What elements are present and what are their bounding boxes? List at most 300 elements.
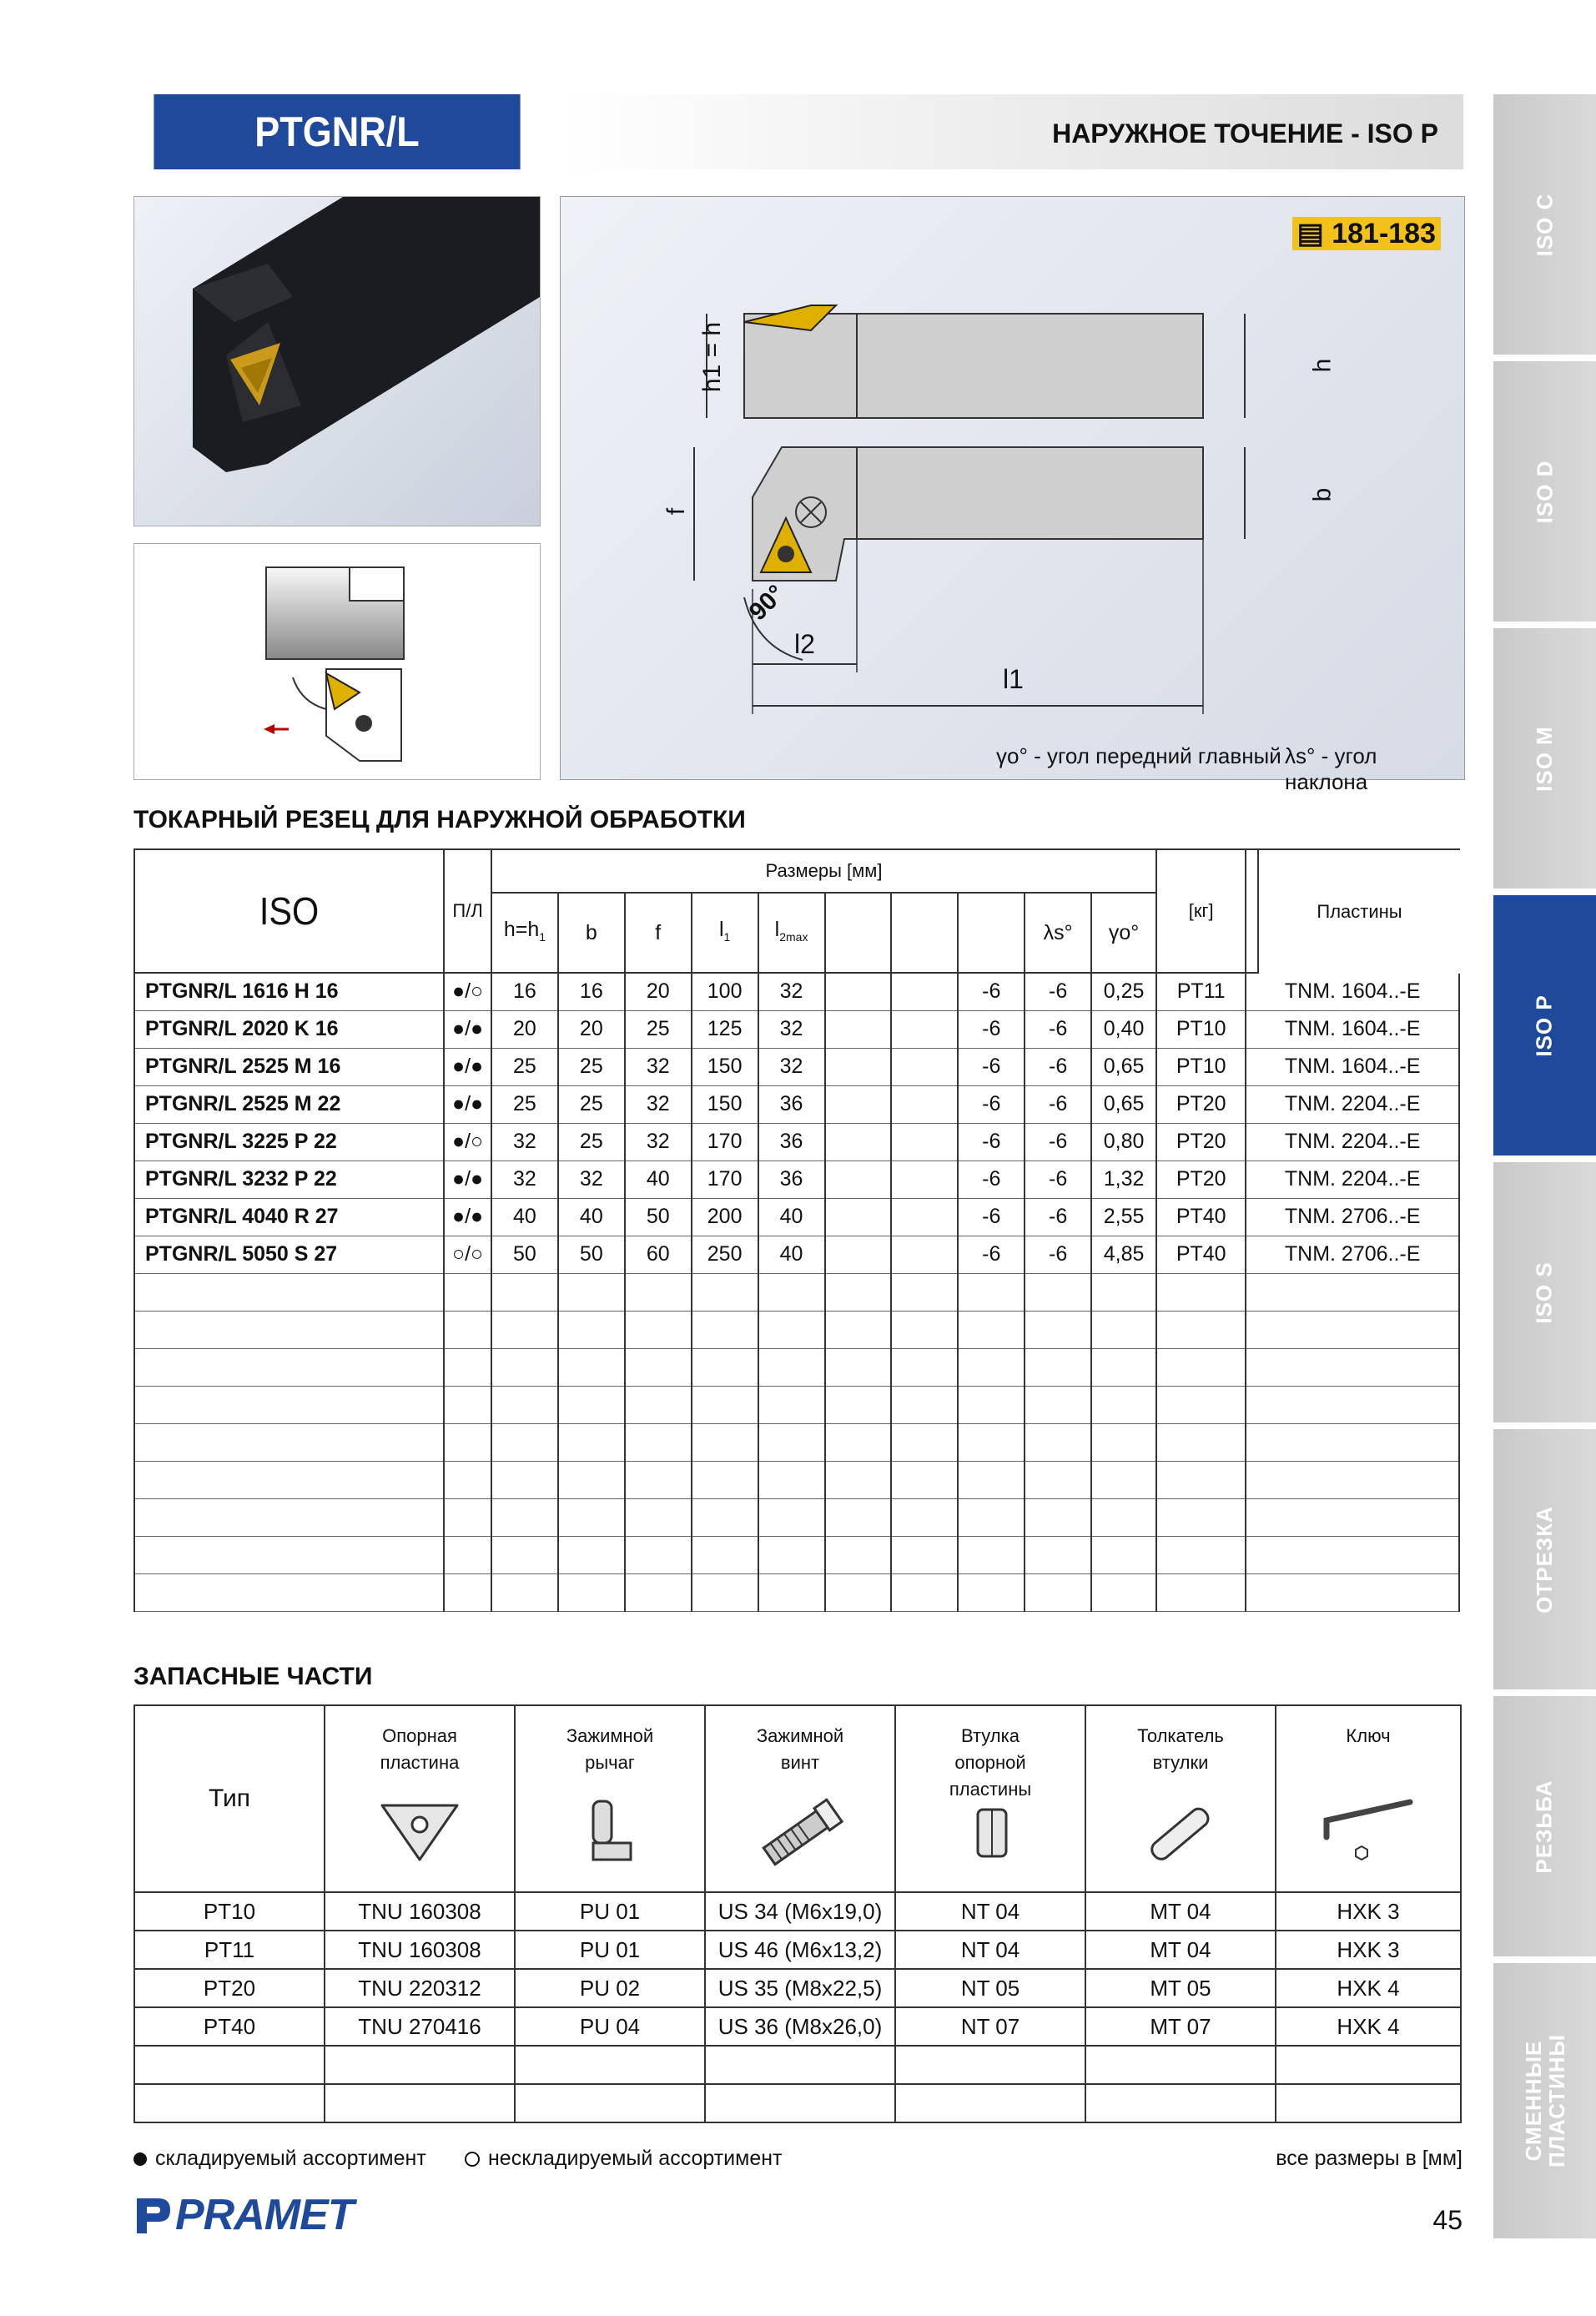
cell-rl (444, 1536, 491, 1573)
spare-cell-lever (515, 2084, 705, 2122)
cell-gamma (1025, 1311, 1091, 1348)
col-l2: $l_{2max}$ (758, 893, 825, 973)
cell-l1 (692, 1348, 758, 1386)
cell-gamma (1025, 1573, 1091, 1611)
cell-lambda: -6 (958, 1161, 1025, 1198)
page-title: PTGNR/L (154, 94, 520, 169)
side-tab-iso-p[interactable]: ISO P (1493, 895, 1596, 1155)
cell-l2: 40 (758, 1236, 825, 1273)
cell-f (625, 1273, 692, 1311)
hex-key-icon (1310, 1787, 1427, 1870)
cell-h: 40 (491, 1198, 558, 1236)
cell-l2: 32 (758, 1048, 825, 1085)
cell-part (1156, 1536, 1246, 1573)
cell-l1: 250 (692, 1236, 758, 1273)
col-seat: Опорная пластина (325, 1705, 515, 1892)
spare-cell-seat: TNU 220312 (325, 1969, 515, 2007)
cell-code (134, 1273, 444, 1311)
cell-code (134, 1536, 444, 1573)
cell-empty (825, 1311, 892, 1348)
cell-insert (1246, 1311, 1459, 1348)
cell-l1 (692, 1311, 758, 1348)
main-section-title: ТОКАРНЫЙ РЕЗЕЦ ДЛЯ НАРУЖНОЙ ОБРАБОТКИ (133, 806, 746, 833)
spare-cell-seat (325, 2046, 515, 2084)
cell-h (491, 1461, 558, 1498)
cell-insert: TNM. 1604..-E (1246, 1048, 1459, 1085)
cell-weight: 0,40 (1091, 1010, 1156, 1048)
cell-weight: 0,80 (1091, 1123, 1156, 1161)
spare-cell-type: PT10 (134, 1892, 325, 1931)
table-row (134, 1423, 1459, 1461)
legend-stocked: складируемый ассортимент (133, 2147, 426, 2171)
label-h1: h1 = h (698, 321, 727, 393)
spare-cell-seat: TNU 160308 (325, 1892, 515, 1931)
spare-row (134, 2007, 1461, 2046)
spare-row (134, 1931, 1461, 1969)
cell-code: PTGNR/L 3232 P 22 (134, 1161, 444, 1198)
spare-cell-key (1276, 2084, 1461, 2122)
cell-empty (825, 1386, 892, 1423)
side-tab-cutoff[interactable]: ОТРЕЗКА (1493, 1429, 1596, 1689)
cell-rl: ●/○ (444, 1123, 491, 1161)
table-row (134, 1273, 1459, 1311)
col-rl: П/Л (444, 849, 491, 973)
side-tab-threading[interactable]: РЕЗЬБА (1493, 1696, 1596, 1956)
cell-code: PTGNR/L 2525 M 22 (134, 1085, 444, 1123)
table-row (134, 1048, 1459, 1085)
cell-empty (891, 1048, 958, 1085)
cell-empty (825, 1085, 892, 1123)
cell-rl (444, 1498, 491, 1536)
cell-gamma: -6 (1025, 1123, 1091, 1161)
cell-empty (891, 1386, 958, 1423)
cell-f: 25 (625, 1010, 692, 1048)
cell-empty (891, 1198, 958, 1236)
cell-empty (891, 1498, 958, 1536)
cell-weight (1091, 1423, 1156, 1461)
cell-h (491, 1498, 558, 1536)
cell-f: 32 (625, 1085, 692, 1123)
spare-cell-seat: TNU 160308 (325, 1931, 515, 1969)
cell-rl: ●/● (444, 1010, 491, 1048)
table-row (134, 1161, 1459, 1198)
cell-code (134, 1386, 444, 1423)
col-gamma: γo° (1091, 893, 1156, 973)
cell-empty (825, 1198, 892, 1236)
cell-gamma: -6 (1025, 973, 1091, 1010)
cell-b: 50 (558, 1236, 625, 1273)
cell-rl (444, 1461, 491, 1498)
cell-insert: TNM. 1604..-E (1246, 973, 1459, 1010)
cell-insert (1246, 1461, 1459, 1498)
hollow-dot-icon (465, 2152, 480, 2167)
cell-b (558, 1536, 625, 1573)
spare-section-title: ЗАПАСНЫЕ ЧАСТИ (133, 1663, 373, 1690)
cell-rl: ●/● (444, 1161, 491, 1198)
spare-cell-type: PT11 (134, 1931, 325, 1969)
cell-insert (1246, 1498, 1459, 1536)
cell-code: PTGNR/L 3225 P 22 (134, 1123, 444, 1161)
cell-rl (444, 1573, 491, 1611)
spare-cell-pusher (1085, 2046, 1276, 2084)
col-l1: $l_1$ (692, 893, 758, 973)
spare-cell-seat: TNU 270416 (325, 2007, 515, 2046)
cell-gamma: -6 (1025, 1161, 1091, 1198)
cell-insert: TNM. 2204..-E (1246, 1161, 1459, 1198)
cell-part: PT40 (1156, 1198, 1246, 1236)
cell-lambda: -6 (958, 973, 1025, 1010)
cell-part (1156, 1386, 1246, 1423)
cell-b (558, 1273, 625, 1311)
cell-empty (891, 1573, 958, 1611)
cell-part (1156, 1273, 1246, 1311)
cell-code: PTGNR/L 2525 M 16 (134, 1048, 444, 1085)
spare-row (134, 2046, 1461, 2084)
table-row (134, 1386, 1459, 1423)
cell-empty (825, 1123, 892, 1161)
cell-gamma (1025, 1273, 1091, 1311)
cell-lambda (958, 1498, 1025, 1536)
cell-code: PTGNR/L 4040 R 27 (134, 1198, 444, 1236)
page-reference[interactable]: ▤ 181-183 (1292, 217, 1441, 250)
spare-cell-lever: PU 01 (515, 1931, 705, 1969)
cell-f: 50 (625, 1198, 692, 1236)
cell-gamma: -6 (1025, 1236, 1091, 1273)
spare-cell-screw: US 35 (M8x22,5) (705, 1969, 895, 2007)
technical-drawing (560, 196, 1465, 794)
cell-insert: TNM. 2706..-E (1246, 1198, 1459, 1236)
cell-h: 32 (491, 1161, 558, 1198)
col-iso: ISO (150, 849, 429, 973)
header-subtitle: НАРУЖНОЕ ТОЧЕНИЕ - ISO P (1052, 118, 1438, 149)
cell-insert: TNM. 2204..-E (1246, 1123, 1459, 1161)
cell-insert (1246, 1386, 1459, 1423)
cell-h (491, 1348, 558, 1386)
cell-part (1156, 1423, 1246, 1461)
cell-empty (891, 1123, 958, 1161)
cell-weight: 0,65 (1091, 1048, 1156, 1085)
cell-rl (444, 1348, 491, 1386)
cell-h (491, 1386, 558, 1423)
cell-code (134, 1498, 444, 1536)
table-row (134, 1236, 1459, 1273)
cell-empty (825, 1236, 892, 1273)
spare-cell-seat (325, 2084, 515, 2122)
cell-part: PT11 (1156, 973, 1246, 1010)
pramet-logo-icon (133, 2193, 174, 2237)
cell-empty (825, 1273, 892, 1311)
table-row (134, 1311, 1459, 1348)
col-lambda: λs° (1025, 893, 1091, 973)
cell-lambda (958, 1273, 1025, 1311)
cell-gamma (1025, 1498, 1091, 1536)
cell-l2: 36 (758, 1085, 825, 1123)
cell-f (625, 1348, 692, 1386)
cell-code (134, 1311, 444, 1348)
spare-cell-lever: PU 02 (515, 1969, 705, 2007)
cell-lambda (958, 1311, 1025, 1348)
legend-non-stocked: нескладируемый ассортимент (465, 2147, 783, 2171)
cell-l2 (758, 1498, 825, 1536)
cell-rl: ●/● (444, 1198, 491, 1236)
spare-cell-sleeve (895, 2084, 1085, 2122)
application-diagram (133, 543, 541, 780)
spare-cell-lever: PU 01 (515, 1892, 705, 1931)
cell-lambda: -6 (958, 1236, 1025, 1273)
cell-h: 25 (491, 1085, 558, 1123)
cell-part: PT10 (1156, 1048, 1246, 1085)
cell-l1 (692, 1498, 758, 1536)
legend-lambda: λs° - угол наклона (1285, 743, 1377, 794)
cell-l1 (692, 1423, 758, 1461)
cell-b: 20 (558, 1010, 625, 1048)
label-l2: l2 (794, 629, 815, 659)
cell-f: 20 (625, 973, 692, 1010)
cell-l2: 36 (758, 1123, 825, 1161)
cell-empty (825, 1573, 892, 1611)
cell-l1 (692, 1273, 758, 1311)
cell-empty (891, 973, 958, 1010)
cell-l2: 40 (758, 1198, 825, 1236)
table-row (134, 973, 1459, 1010)
cell-f: 32 (625, 1048, 692, 1085)
spare-cell-key: HXK 4 (1276, 1969, 1461, 2007)
spare-row (134, 2084, 1461, 2122)
cell-b (558, 1573, 625, 1611)
col-key: Ключ (1276, 1705, 1461, 1892)
cell-rl: ●/● (444, 1085, 491, 1123)
cell-code (134, 1461, 444, 1498)
cell-rl: ●/● (444, 1048, 491, 1085)
cell-part: PT20 (1156, 1123, 1246, 1161)
col-inserts: Пластины (1257, 850, 1460, 974)
cell-l1: 150 (692, 1085, 758, 1123)
cell-h: 20 (491, 1010, 558, 1048)
label-h: h (1308, 358, 1337, 373)
cell-gamma: -6 (1025, 1048, 1091, 1085)
cell-part: PT10 (1156, 1010, 1246, 1048)
spare-cell-screw: US 46 (M6x13,2) (705, 1931, 895, 1969)
cell-weight: 4,85 (1091, 1236, 1156, 1273)
cell-h (491, 1423, 558, 1461)
col-lever: Зажимной рычаг (515, 1705, 705, 1892)
spare-row (134, 1969, 1461, 2007)
cell-b (558, 1498, 625, 1536)
cell-b (558, 1386, 625, 1423)
cell-gamma (1025, 1536, 1091, 1573)
cell-weight (1091, 1536, 1156, 1573)
table-row (134, 1461, 1459, 1498)
cell-lambda (958, 1573, 1025, 1611)
cell-f (625, 1573, 692, 1611)
spare-cell-type (134, 2084, 325, 2122)
col-empty-3 (958, 893, 1025, 973)
spare-cell-key: HXK 4 (1276, 2007, 1461, 2046)
spare-row (134, 1892, 1461, 1931)
spare-cell-pusher: MT 04 (1085, 1931, 1276, 1969)
cell-l2 (758, 1573, 825, 1611)
table-row (134, 1198, 1459, 1236)
cell-h (491, 1573, 558, 1611)
spare-cell-screw: US 34 (M6x19,0) (705, 1892, 895, 1931)
table-row (134, 1536, 1459, 1573)
cell-insert (1246, 1573, 1459, 1611)
side-tab-inserts[interactable]: СМЕННЫЕ ПЛАСТИНЫ (1493, 1963, 1596, 2238)
spare-cell-pusher: MT 07 (1085, 2007, 1276, 2046)
cell-b: 32 (558, 1161, 625, 1198)
table-row (134, 1348, 1459, 1386)
spare-cell-pusher (1085, 2084, 1276, 2122)
cell-rl (444, 1386, 491, 1423)
cell-weight (1091, 1348, 1156, 1386)
cell-rl (444, 1311, 491, 1348)
clamp-lever-icon (568, 1793, 652, 1868)
cell-l1: 200 (692, 1198, 758, 1236)
col-type: Тип (134, 1705, 325, 1892)
cell-empty (825, 1010, 892, 1048)
spare-cell-type (134, 2046, 325, 2084)
cell-f: 40 (625, 1161, 692, 1198)
cell-empty (891, 1536, 958, 1573)
spare-cell-sleeve: NT 04 (895, 1931, 1085, 1969)
cell-part (1156, 1461, 1246, 1498)
table-row (134, 1498, 1459, 1536)
units-note: все размеры в [мм] (1276, 2147, 1463, 2170)
cell-part: PT40 (1156, 1236, 1246, 1273)
cell-empty (891, 1085, 958, 1123)
cell-rl: ○/○ (444, 1236, 491, 1273)
cell-code (134, 1423, 444, 1461)
cell-f (625, 1461, 692, 1498)
col-weight: [кг] (1156, 849, 1246, 973)
pusher-icon (1130, 1793, 1231, 1868)
cell-l2: 32 (758, 973, 825, 1010)
cell-empty (825, 1536, 892, 1573)
col-b: b (558, 893, 625, 973)
cell-h: 16 (491, 973, 558, 1010)
col-empty-2 (891, 893, 958, 973)
spare-cell-sleeve: NT 05 (895, 1969, 1085, 2007)
cell-empty (825, 1498, 892, 1536)
cell-h: 32 (491, 1123, 558, 1161)
spare-cell-key (1276, 2046, 1461, 2084)
cell-insert (1246, 1536, 1459, 1573)
cell-l1 (692, 1536, 758, 1573)
cell-l2 (758, 1423, 825, 1461)
cell-code: PTGNR/L 2020 K 16 (134, 1010, 444, 1048)
cell-f (625, 1423, 692, 1461)
seat-plate-icon (370, 1793, 470, 1868)
cell-weight (1091, 1273, 1156, 1311)
table-row (134, 1085, 1459, 1123)
sleeve-icon (949, 1803, 1032, 1861)
cell-part: PT20 (1156, 1085, 1246, 1123)
cell-f (625, 1386, 692, 1423)
cell-h (491, 1536, 558, 1573)
side-tab-iso-c[interactable]: ISO C (1493, 94, 1596, 355)
cell-l1 (692, 1573, 758, 1611)
cell-weight: 2,55 (1091, 1198, 1156, 1236)
cell-code (134, 1573, 444, 1611)
cell-b (558, 1311, 625, 1348)
cell-empty (891, 1161, 958, 1198)
cell-gamma (1025, 1423, 1091, 1461)
cell-empty (825, 1461, 892, 1498)
cell-l1: 125 (692, 1010, 758, 1048)
cell-weight (1091, 1498, 1156, 1536)
col-screw: Зажимной винт (705, 1705, 895, 1892)
brand-logo: PRAMET (133, 2190, 354, 2240)
filled-dot-icon (133, 2152, 147, 2166)
side-tab-iso-d[interactable]: ISO D (1493, 361, 1596, 622)
side-tab-iso-s[interactable]: ISO S (1493, 1162, 1596, 1422)
cell-b: 25 (558, 1085, 625, 1123)
spare-parts-table (133, 1704, 1462, 2123)
turning-schematic-icon (134, 544, 540, 779)
document-icon: ▤ (1296, 218, 1332, 249)
cell-part (1156, 1498, 1246, 1536)
spare-cell-screw: US 36 (M8x26,0) (705, 2007, 895, 2046)
cell-l1 (692, 1386, 758, 1423)
cell-part (1156, 1348, 1246, 1386)
cell-empty (825, 1423, 892, 1461)
cell-empty (891, 1461, 958, 1498)
label-l1: l1 (1003, 664, 1024, 694)
col-empty-1 (825, 893, 892, 973)
spare-cell-screw (705, 2084, 895, 2122)
cell-b: 25 (558, 1123, 625, 1161)
cell-lambda (958, 1461, 1025, 1498)
col-sleeve: Втулка опорной пластины (895, 1705, 1085, 1892)
cell-b (558, 1348, 625, 1386)
col-h: $h=h_1$ (491, 893, 558, 973)
legend-gamma: γo° - угол передний главный (996, 743, 1281, 768)
cell-gamma: -6 (1025, 1010, 1091, 1048)
cell-part (1156, 1573, 1246, 1611)
table-row (134, 1010, 1459, 1048)
header-bar (560, 94, 1463, 169)
spare-cell-lever: PU 04 (515, 2007, 705, 2046)
cell-code: PTGNR/L 5050 S 27 (134, 1236, 444, 1273)
spare-cell-screw (705, 2046, 895, 2084)
cell-l2 (758, 1386, 825, 1423)
col-pusher: Толкатель втулки (1085, 1705, 1276, 1892)
cell-h (491, 1273, 558, 1311)
cell-f: 32 (625, 1123, 692, 1161)
cell-lambda (958, 1536, 1025, 1573)
cell-l2 (758, 1273, 825, 1311)
cell-l2 (758, 1311, 825, 1348)
cell-weight: 1,32 (1091, 1161, 1156, 1198)
spare-cell-sleeve (895, 2046, 1085, 2084)
side-tab-iso-m[interactable]: ISO M (1493, 628, 1596, 889)
cell-f (625, 1498, 692, 1536)
cell-b: 25 (558, 1048, 625, 1085)
cell-rl (444, 1273, 491, 1311)
cell-insert: TNM. 2706..-E (1246, 1236, 1459, 1273)
col-dimensions: Размеры [мм] (491, 849, 1156, 893)
cell-l1 (692, 1461, 758, 1498)
cell-insert (1246, 1348, 1459, 1386)
spare-cell-type: PT40 (134, 2007, 325, 2046)
cell-l2: 36 (758, 1161, 825, 1198)
col-f: f (625, 893, 692, 973)
product-photo (133, 196, 541, 526)
tool-holder-photo-icon (134, 197, 540, 526)
page-number: 45 (1432, 2205, 1463, 2235)
cell-empty (891, 1236, 958, 1273)
cell-gamma (1025, 1386, 1091, 1423)
